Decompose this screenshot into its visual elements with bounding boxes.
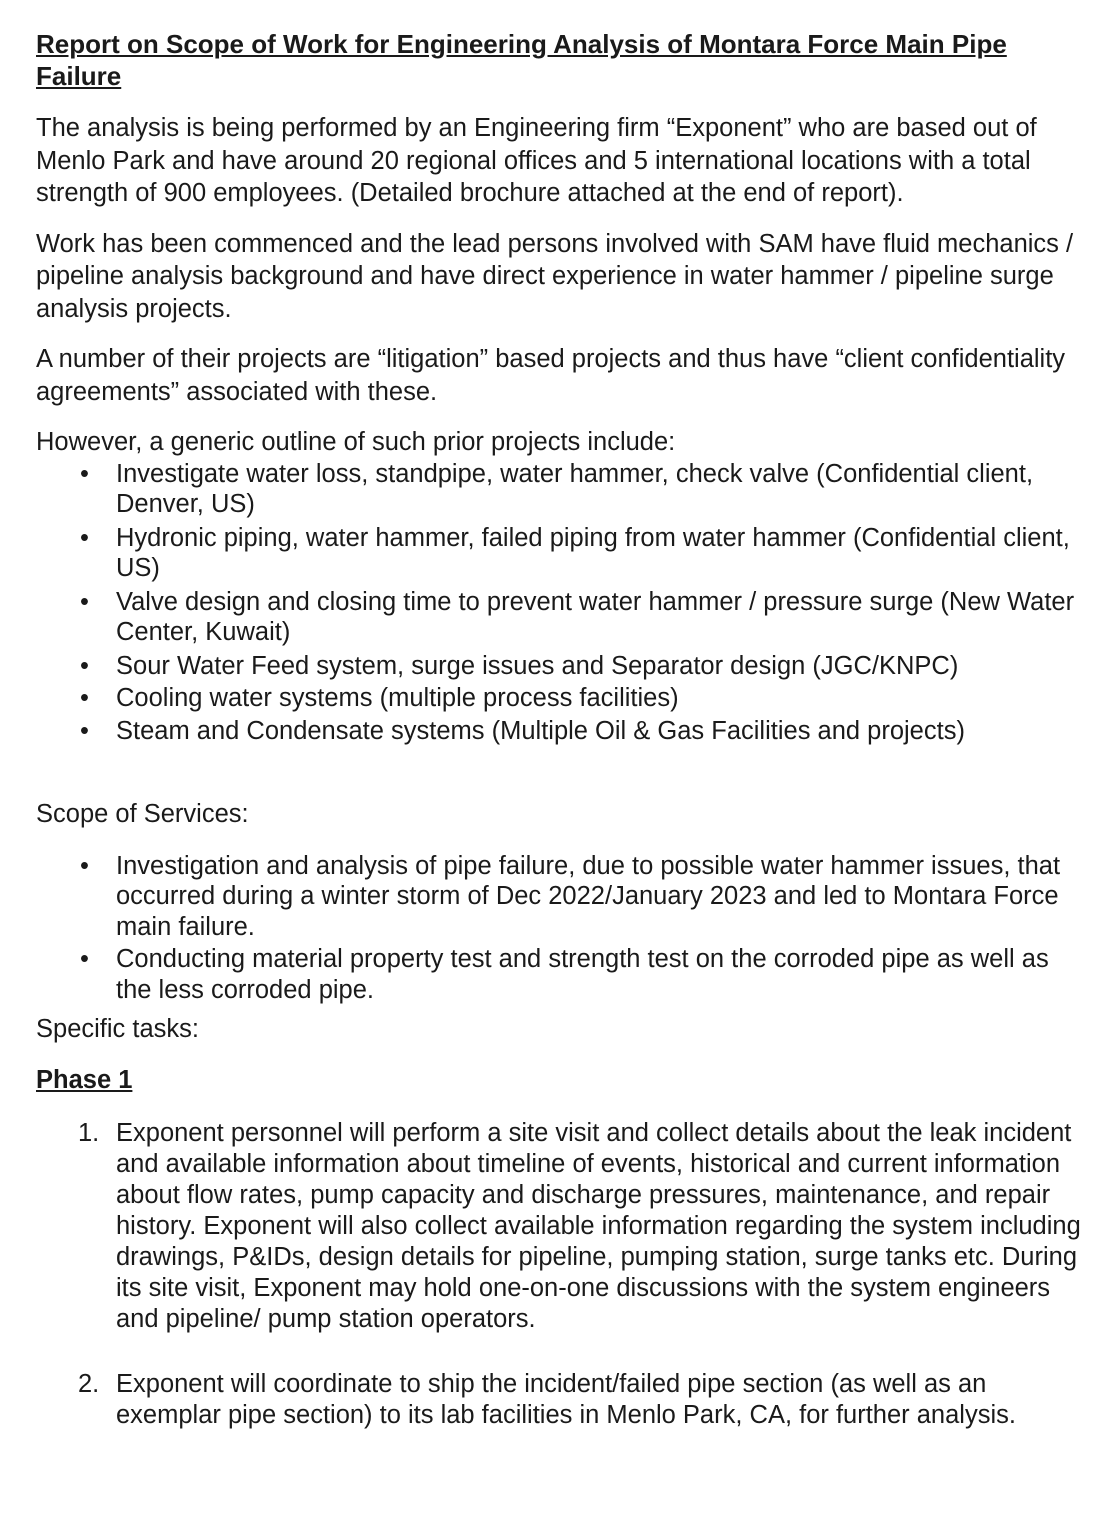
bullet-icon: • xyxy=(80,651,89,680)
list-item-text: Cooling water systems (multiple process facilities) xyxy=(116,684,679,712)
bullet-icon: • xyxy=(80,459,89,488)
list-item xyxy=(36,587,1086,648)
task-text: Exponent personnel will perform a site visit and collect details about the leak incident and available information about timeline of events, historical and current information about flow rates, pump capacity and discharge pressures, maintenance, and repair history. Exponent will also collect available information regarding the system including drawings, P&IDs, design details for pipeline, pumping station, surge tanks etc. During its site visit, Exponent may hold one-on-one discussions with the system engineers and pipeline/ pump station operators. xyxy=(116,1119,1081,1333)
bullet-icon: • xyxy=(80,523,89,552)
prior-projects-intro: However, a generic outline of such prior projects include: xyxy=(36,428,676,456)
intro-paragraph: The analysis is being performed by an Engineering firm “Exponent” who are based out of Menlo Park and have around 20 regional offices and 5 international locations with a total strength of 900 employees. (Detailed brochure attached at the end of report). xyxy=(36,114,1037,207)
bullet-icon: • xyxy=(80,684,89,712)
task-number: 1. xyxy=(78,1119,100,1147)
bullet-icon: • xyxy=(80,851,89,880)
bullet-icon: • xyxy=(80,716,89,745)
bullet-icon: • xyxy=(80,587,89,616)
task-item xyxy=(36,1118,1086,1335)
confidentiality-paragraph: A number of their projects are “litigation” based projects and thus have “client confidentiality agreements” associated with these. xyxy=(36,345,1066,406)
list-item xyxy=(36,716,1086,747)
list-item-text: Hydronic piping, water hammer, failed piping from water hammer (Confidential client, US) xyxy=(116,523,1070,582)
list-item xyxy=(36,683,1086,714)
specific-tasks-heading: Specific tasks: xyxy=(36,1015,199,1043)
list-item xyxy=(36,944,1086,1005)
list-item-text: Conducting material property test and strength test on the corroded pipe as well as the less corroded pipe. xyxy=(116,945,1049,1004)
bullet-icon: • xyxy=(80,945,89,973)
list-item-text: Steam and Condensate systems (Multiple Oil & Gas Facilities and projects) xyxy=(116,716,965,745)
report-title: Report on Scope of Work for Engineering Analysis of Montara Force Main Pipe Failure xyxy=(36,29,1007,91)
task-text: Exponent will coordinate to ship the incident/failed pipe section (as well as an exemplar pipe section) to its lab facilities in Menlo Park, CA, for further analysis. xyxy=(116,1370,1016,1429)
list-item xyxy=(36,851,1086,943)
phase-heading: Phase 1 xyxy=(36,1065,133,1094)
list-item-text: Valve design and closing time to prevent water hammer / pressure surge (New Water Center, Kuwait) xyxy=(116,587,1075,646)
list-item-text: Investigate water loss, standpipe, water hammer, check valve (Confidential client, Denver, US) xyxy=(116,459,1034,518)
tasks-list xyxy=(36,1118,1086,1431)
document-page xyxy=(36,28,1086,1431)
list-item-text: Sour Water Feed system, surge issues and Separator design (JGC/KNPC) xyxy=(116,651,959,680)
list-item-text: Investigation and analysis of pipe failure, due to possible water hammer issues, that occurred during a winter storm of Dec 2022/January 2023 and led to Montara Force main failure. xyxy=(116,851,1061,941)
work-commenced-paragraph: Work has been commenced and the lead persons involved with SAM have fluid mechanics / pipeline analysis background and have direct experience in water hammer / pipeline surge analysis projects. xyxy=(36,229,1074,323)
list-item xyxy=(36,523,1086,584)
scope-of-services-heading: Scope of Services: xyxy=(36,800,249,828)
scope-list xyxy=(36,851,1086,1006)
list-item xyxy=(36,459,1086,520)
task-item xyxy=(36,1369,1086,1431)
task-number: 2. xyxy=(78,1370,100,1398)
list-item xyxy=(36,651,1086,682)
prior-projects-list xyxy=(36,459,1086,747)
